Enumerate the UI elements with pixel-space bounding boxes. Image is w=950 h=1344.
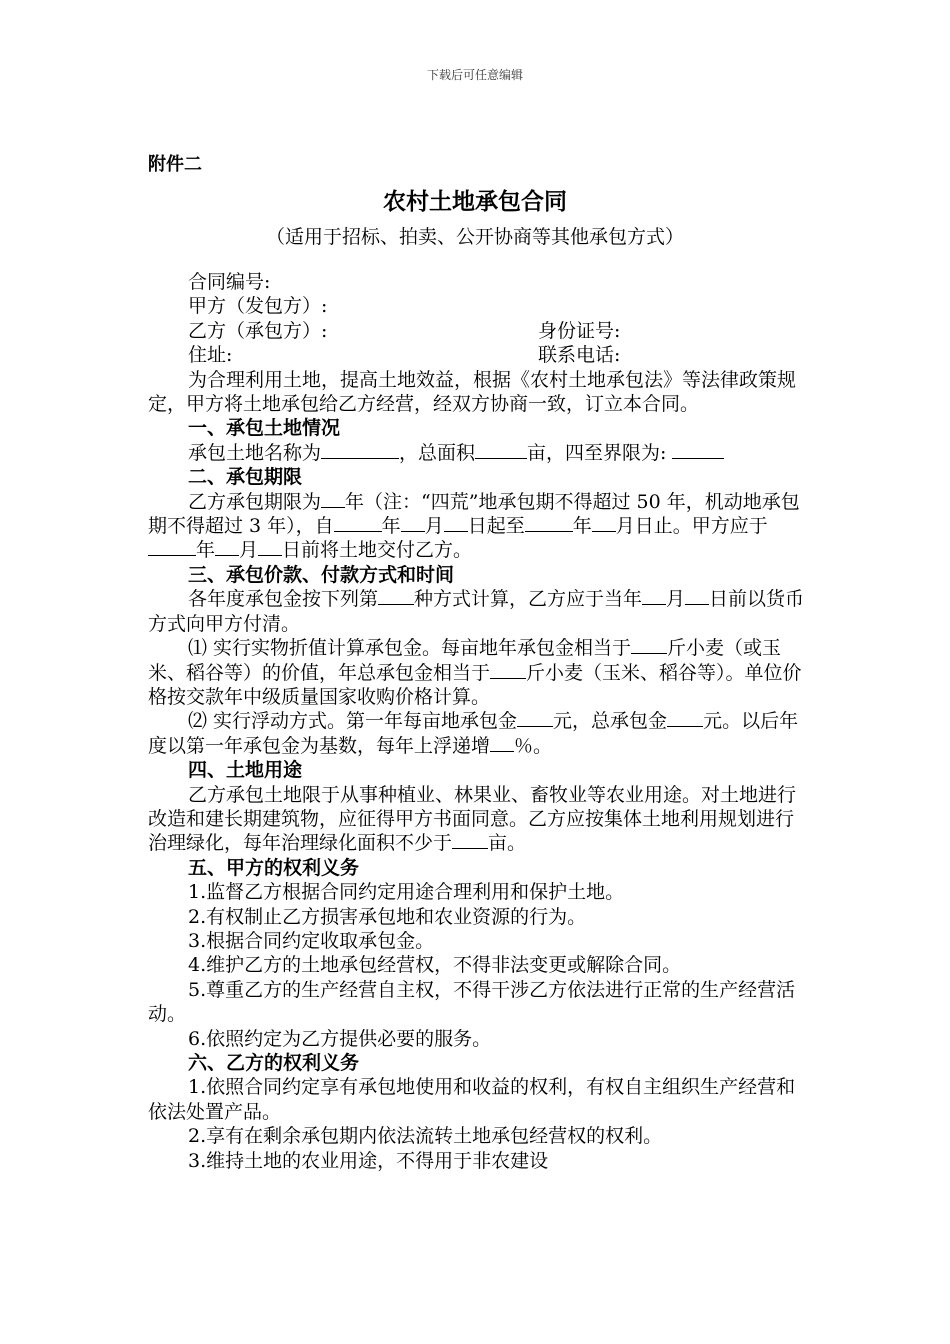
text-run: 元。以后年度以第一年承包金为基数，每年上浮递增 <box>148 710 799 757</box>
list-item: 4.维护乙方的土地承包经营权，不得非法变更或解除合同。 <box>188 954 682 977</box>
blank-field <box>490 735 514 752</box>
field-row-party-b <box>148 319 806 343</box>
text-run: 元，总承包金 <box>553 710 668 733</box>
blank-field <box>667 710 703 727</box>
section-3-paragraph-2 <box>148 636 806 709</box>
intro-paragraph: 为合理利用土地，提高土地效益，根据《农村土地承包法》等法律政策规定，甲方将土地承包给乙方经营，经双方协商一致，订立本合同。 <box>148 368 797 416</box>
blank-field <box>444 515 468 532</box>
blank-field <box>525 515 573 532</box>
section-heading-3: 三、承包价款、付款方式和时间 <box>188 563 455 586</box>
blank-field <box>475 442 527 459</box>
text-run: 日前将土地交付乙方。 <box>282 539 473 562</box>
section-4-paragraph <box>148 783 806 856</box>
blank-field <box>215 539 239 556</box>
list-item: 1.依照合同约定享有承包地使用和收益的权利，有权自主组织生产经营和依法处置产品。 <box>148 1076 796 1123</box>
section-1-paragraph <box>148 441 806 465</box>
blank-field <box>672 442 724 459</box>
text-run: 各年度承包金按下列第 <box>188 588 379 611</box>
blank-field <box>642 588 666 605</box>
text-run: 日起至 <box>467 515 525 538</box>
blank-field <box>685 588 709 605</box>
text-run: 乙方承包期限为 <box>188 490 322 513</box>
field-phone: 联系电话: <box>538 344 621 367</box>
text-run: 年 <box>196 539 216 562</box>
blank-field <box>321 491 345 508</box>
text-run: 月 <box>239 539 259 562</box>
section-3-paragraph-3 <box>148 709 806 758</box>
blank-field <box>401 515 425 532</box>
text-run: ，总面积 <box>399 441 476 464</box>
text-run: 亩。 <box>488 832 527 855</box>
field-row-address <box>148 343 806 367</box>
attachment-label: 附件二 <box>148 154 202 175</box>
field-party-a: 甲方（发包方）: <box>188 295 328 318</box>
field-id-no: 身份证号: <box>538 319 621 342</box>
blank-field <box>452 832 488 849</box>
text-run: 年 <box>572 515 592 538</box>
contract-title: 农村土地承包合同 <box>383 189 567 215</box>
blank-field <box>517 710 553 727</box>
section-heading-1: 一、承包土地情况 <box>188 417 341 440</box>
header-note: 下载后可任意编辑 <box>426 68 523 82</box>
field-address: 住址: <box>188 344 233 367</box>
text-run: 月 <box>666 588 686 611</box>
section-heading-6: 六、乙方的权利义务 <box>188 1052 360 1074</box>
section-heading-4: 四、土地用途 <box>188 759 303 782</box>
list-item: 2.有权制止乙方损害承包地和农业资源的行为。 <box>188 905 587 928</box>
text-run: 承包土地名称为 <box>188 441 322 464</box>
list-item: 6.依照约定为乙方提供必要的服务。 <box>188 1027 492 1050</box>
text-run: ％。 <box>514 734 553 757</box>
blank-field <box>631 637 667 654</box>
text-run: 日前以货币方式向甲方付清。 <box>148 588 805 635</box>
field-contract-no: 合同编号: <box>188 271 271 293</box>
list-item: 3.根据合同约定收取承包金。 <box>188 929 435 952</box>
text-run: ⑴ 实行实物折值计算承包金。每亩地年承包金相当于 <box>188 637 632 660</box>
list-item: 5.尊重乙方的生产经营自主权，不得干涉乙方依法进行正常的生产经营活动。 <box>148 978 796 1026</box>
blank-field <box>334 515 382 532</box>
text-run: 年 <box>381 515 401 538</box>
text-run: 斤小麦（玉米、稻谷等）。单位价格按交款年中级质量国家收购价格计算。 <box>148 661 802 708</box>
text-run: 月 <box>424 515 444 538</box>
blank-field <box>378 588 414 605</box>
text-run: ⑵ 实行浮动方式。第一年每亩地承包金 <box>188 710 518 733</box>
blank-field <box>490 662 526 679</box>
blank-field <box>258 539 282 556</box>
list-item: 3.维持土地的农业用途，不得用于非农建设 <box>188 1149 549 1172</box>
text-run: 乙方承包土地限于从事种植业、林果业、畜牧业等农业用途。对土地进行改造和建长期建筑物，应征得甲方书面同意。乙方应按集体土地利用规划进行治理绿化，每年治理绿化面积不少于 <box>148 783 797 855</box>
field-party-b: 乙方（承包方）: <box>188 319 328 342</box>
text-run: 年（注：“四荒”地承包期不得超过 50 年，机动地承包期不得超过 3 年），自 <box>148 490 800 538</box>
contract-body <box>148 270 806 1173</box>
list-item: 1.监督乙方根据合同约定用途合理利用和保护土地。 <box>188 881 625 904</box>
text-run: 月日止。甲方应于 <box>615 515 768 538</box>
contract-subtitle: （适用于招标、拍卖、公开协商等其他承包方式） <box>265 226 684 248</box>
section-heading-2: 二、承包期限 <box>188 466 303 489</box>
blank-field <box>148 539 196 556</box>
blank-field <box>321 442 399 459</box>
blank-field <box>592 515 616 532</box>
text-run: 种方式计算，乙方应于当年 <box>414 588 643 611</box>
text-run: 亩，四至界限为: <box>527 441 667 464</box>
section-heading-5: 五、甲方的权利义务 <box>188 856 360 879</box>
section-3-paragraph-1 <box>148 587 806 636</box>
list-item: 2.享有在剩余承包期内依法流转土地承包经营权的权利。 <box>188 1125 663 1148</box>
text-run: 斤小麦（或玉米、稻谷等）的价值，年总承包金相当于 <box>148 637 782 684</box>
section-2-paragraph <box>148 490 806 563</box>
